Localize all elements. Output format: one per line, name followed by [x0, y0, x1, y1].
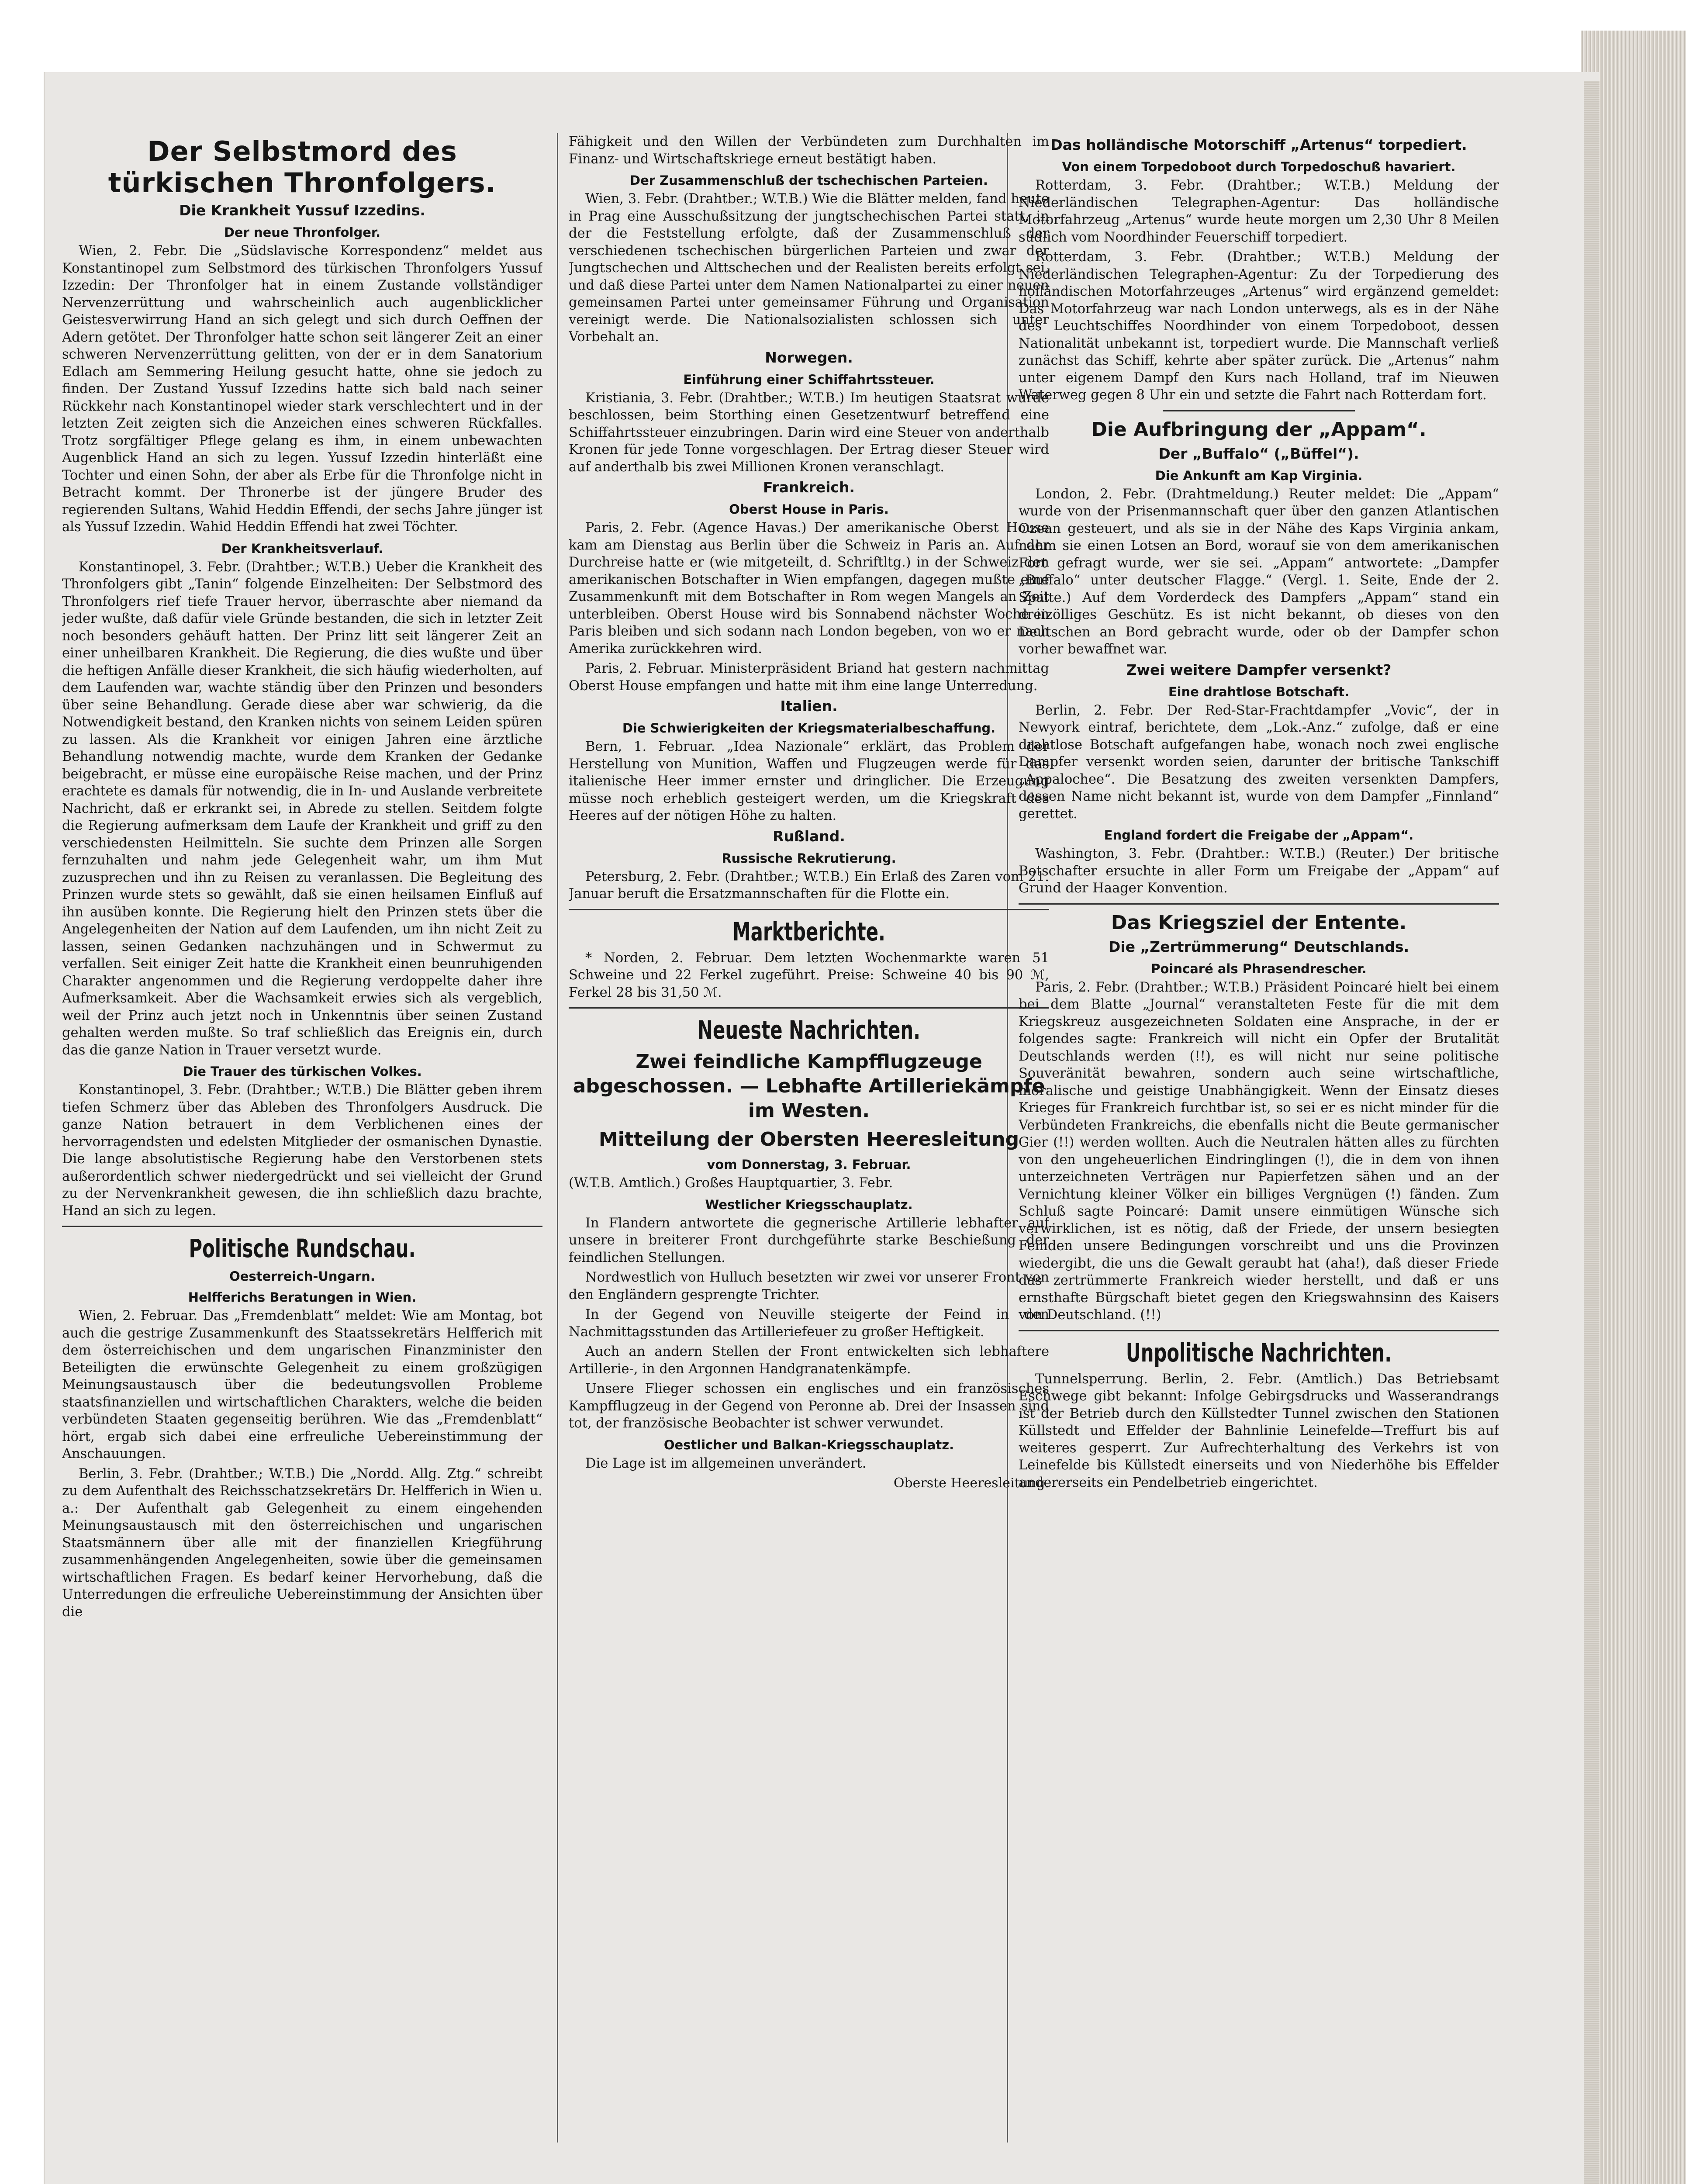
section-subheading: Einführung einer Schiffahrtssteuer.	[683, 372, 935, 387]
article-subtitle: Die Krankheit Yussuf Izzedins.	[179, 202, 425, 219]
section-divider	[569, 1007, 1049, 1009]
article-paragraph: Kristiania, 3. Febr. (Drahtber.; W.T.B.) Im heutigen Staatsrat wurde beschlossen, beim Storthing einen Gesetzentwurf betreffend eine Schiffahrtssteuer einzubringen. Darin wird eine Steuer von anderthalb Kronen für jede Tonne vorgeschlagen. Der Ertrag dieser Steuer wird auf anderthalb bis zwei Millionen Kronen veranschlagt.	[569, 390, 1049, 475]
article-paragraph: Paris, 2. Februar. Ministerpräsident Briand hat gestern nachmittag Oberst House empfangen und hatte mit ihm eine lange Unterredung.	[569, 661, 1049, 694]
section-subheading: Von einem Torpedoboot durch Torpedoschuß havariert.	[1062, 159, 1456, 174]
section-divider	[1019, 903, 1499, 905]
article-paragraph: Wien, 3. Febr. (Drahtber.; W.T.B.) Wie die Blätter melden, fand heute in Prag eine Ausschußsitzung der jungtschechischen Partei statt, in der die Feststellung erfolgte, daß der Zusammenschluß der verschiedenen tschechischen bürgerlichen Parteien und zwar der Jungtschechen und Alttschechen und der Realisten bereits erfolgt sei, und daß diese Partei unter dem Namen Nationalpartei zu einer neuen gemeinsamen Partei unter gemeinsamer Führung und Organisation vereinigt werde. Die Nationalsozialisten schlossen sich unter Vorbehalt an.	[569, 191, 1049, 345]
column-3	[1019, 133, 1499, 2184]
section-divider	[1163, 410, 1355, 411]
section-heading: Der Krankheitsverlauf.	[221, 541, 383, 556]
section-subheading: Die Schwierigkeiten der Kriegsmaterialbeschaffung.	[622, 721, 996, 736]
article-title: Das holländische Motorschiff „Artenus“ torpediert.	[1050, 136, 1467, 153]
section-subheading: Der Zusammenschluß der tschechischen Parteien.	[630, 173, 988, 188]
section-subheading: Die Ankunft am Kap Virginia.	[1155, 468, 1363, 483]
section-heading: Italien.	[780, 698, 838, 715]
news-headline: Zwei feindliche Kampfflugzeuge abgeschossen. — Lebhafte Artilleriekämpfe im Westen.	[573, 1051, 1045, 1122]
article-paragraph: Rotterdam, 3. Febr. (Drahtber.; W.T.B.) Meldung der Niederländischen Telegraphen-Agentur: Zu der Torpedierung des holländischen Motorfahrzeuges „Artenus“ wird ergänzend gemeldet: Das Motorfahrzeug war nach London unterwegs, als es in der Nähe des Leuchtschiffes Noordhinder von einem Torpedoboot, dessen Nationalität unbekannt ist, torpediert wurde. Die Mannschaft verließ zunächst das Schiff, kehrte aber später zurück. Die „Artenus“ nahm unter eigenem Dampf den Kurs nach Holland, traf im Nieuwen Waterweg gegen 8 Uhr ein und setzte die Fahrt nach Rotterdam fort.	[1019, 249, 1499, 403]
section-heading: Die Trauer des türkischen Volkes.	[183, 1064, 422, 1079]
section-title: Neueste Nachrichten.	[698, 1015, 920, 1045]
article-paragraph: Wien, 2. Febr. Die „Südslavische Korrespondenz“ meldet aus Konstantinopel zum Selbstmord des türkischen Thronfolgers Yussuf Izzedin: Der Thronfolger hat in einem Zustande vollständiger Nervenzerrüttung und wahrscheinlich auch augenblicklicher Geistesverwirrung Hand an sich gelegt und sich durch Oeffnen der Adern getötet. Der Thronfolger hatte schon seit längerer Zeit an einer schweren Nervenzerrüttung gelitten, von der er in dem Sanatorium Edlach am Semmering Heilung gesucht hatte, ohne sie jedoch zu finden. Der Zustand Yussuf Izzedins hatte sich bald nach seiner Rückkehr nach Konstantinopel wieder stark verschlechtert und in der letzten Zeit zeigten sich die Anzeichen eines schweren Rückfalles. Trotz sorgfältiger Pflege gelang es ihm, in einem unbewachten Augenblick Hand an sich zu legen. Yussuf Izzedin hinterläßt eine Tochter und einen Sohn, der aber als Erbe für die Thronfolge nicht in Betracht kommt. Der Thronerbe ist der jüngere Bruder des regierenden Sultans, Wahid Heddin Effendi, der sechs Jahre jünger ist als Yussuf Izzedin. Wahid Heddin Effendi hat zwei Töchter.	[62, 243, 542, 535]
article-paragraph: In der Gegend von Neuville steigerte der Feind in den Nachmittagsstunden das Artilleriefeuer zu großer Heftigkeit.	[569, 1307, 1049, 1340]
section-subheading: Westlicher Kriegsschauplatz.	[705, 1197, 913, 1212]
section-heading: Frankreich.	[763, 479, 855, 496]
article-paragraph: * Norden, 2. Februar. Dem letzten Wochenmarkte waren 51 Schweine und 22 Ferkel zugeführt. Preise: Schweine 40 bis 90 ℳ, Ferkel 28 bis 31,50 ℳ.	[569, 950, 1049, 1000]
section-title: Marktberichte.	[732, 916, 885, 947]
page-edge-strip	[1584, 81, 1599, 2184]
article-paragraph: Tunnelsperrung. Berlin, 2. Febr. (Amtlich.) Das Betriebsamt Eschwege gibt bekannt: Infolge Gebirgsdrucks und Wasserandrangs ist der Betrieb durch den Küllstedter Tunnel zwischen den Stationen Küllstedt und Effelder der Bahnlinie Leinefelde—Treffurt bis auf weiteres gesperrt. Zur Aufrechterhaltung des Verkehrs ist von Leinefelde bis Küllstedt einerseits und von Niederhöhe bis Effelder andererseits ein Pendelbetrieb eingerichtet.	[1019, 1371, 1499, 1490]
signature: Oberste Heeresleitung.	[893, 1476, 1049, 1491]
article-paragraph: Fähigkeit und den Willen der Verbündeten zum Durchhalten im Finanz- und Wirtschaftskriege erneut bestätigt haben.	[569, 134, 1049, 167]
section-subheading: Russische Rekrutierung.	[722, 850, 896, 866]
article-paragraph: Berlin, 2. Febr. Der Red-Star-Frachtdampfer „Vovic“, der in Newyork eintraf, berichtete, dem „Lok.-Anz.“ zufolge, daß er eine drahtlose Botschaft aufgefangen habe, wonach noch zwei englische Dampfer versenkt worden seien, darunter der britische Tankschiff „Appalochee“. Die Besatzung des zweiten versenkten Dampfers, dessen Name nicht bekannt ist, wurde von dem Dampfer „Finnland“ gerettet.	[1019, 702, 1499, 822]
article-paragraph: Bern, 1. Februar. „Idea Nazionale“ erklärt, das Problem der Herstellung von Munition, Waffen und Flugzeugen werde für das italienische Heer immer ernster und dringlicher. Die Erzeugung müsse noch erheblich gesteigert werden, um die Kriegskraft des Heeres auf der nötigen Höhe zu halten.	[569, 739, 1049, 823]
report-date: vom Donnerstag, 3. Februar.	[707, 1157, 911, 1172]
section-divider	[569, 909, 1049, 910]
report-title: Mitteilung der Obersten Heeresleitung	[598, 1128, 1019, 1151]
section-subheading: Helfferichs Beratungen in Wien.	[188, 1290, 417, 1305]
section-subheading: Oberst House in Paris.	[729, 502, 889, 517]
article-paragraph: London, 2. Febr. (Drahtmeldung.) Reuter meldet: Die „Appam“ wurde von der Prisenmannschaft quer über den ganzen Atlantischen Ozean gesteuert, und als sie in der Nähe des Kaps Virginia ankam, nahm sie einen Lotsen an Bord, worauf sie von dem amerikanischen Fort gefragt wurde, wer sie sei. „Appam“ antwortete: „Dampfer „Buffalo“ unter deutscher Flagge.“ (Vergl. 1. Seite, Ende der 2. Spalte.) Auf dem Vorderdeck des Dampfers „Appam“ stand ein dreizölliges Geschütz. Es ist nicht bekannt, ob dieses von den Deutschen an Bord gebracht wurde, oder ob der Dampfer schon vorher bewaffnet war.	[1019, 486, 1499, 657]
section-title: Unpolitische Nachrichten.	[1126, 1337, 1392, 1368]
article-paragraph: Unsere Flieger schossen ein englisches und ein französisches Kampfflugzeug in der Gegend von Peronne ab. Drei der Insassen sind tot, der französische Beobachter ist schwer verwundet.	[569, 1381, 1049, 1431]
article-paragraph: Auch an andern Stellen der Front entwickelten sich lebhaftere Artillerie-, in den Argonnen Handgranatenkämpfe.	[569, 1344, 1049, 1377]
section-subheading: Oestlicher und Balkan-Kriegsschauplatz.	[663, 1437, 954, 1452]
section-heading: Oesterreich-Ungarn.	[229, 1269, 375, 1284]
article-paragraph: Konstantinopel, 3. Febr. (Drahtber.; W.T.B.) Die Blätter geben ihrem tiefen Schmerz über das Ableben des Thronfolgers Ausdruck. Die ganze Nation betrauert in dem Verblichenen eines der hervorragendsten und edelsten Mitglieder der osmanischen Dynastie. Die lange absolutistische Regierung habe den Verstorbenen stets außerordentlich schwer niedergedrückt und sei vielleicht der Grund zu der Nervenkrankheit gewesen, die ihn schließlich dazu brachte, Hand an sich zu legen.	[62, 1082, 542, 1219]
section-divider	[1019, 1330, 1499, 1331]
article-paragraph: Washington, 3. Febr. (Drahtber.: W.T.B.) (Reuter.) Der britische Botschafter ersuchte in aller Form um Freigabe der „Appam“ auf Grund der Haager Konvention.	[1019, 846, 1499, 896]
section-divider	[62, 1226, 542, 1227]
column-2	[569, 133, 1049, 2184]
article-paragraph: Berlin, 3. Febr. (Drahtber.; W.T.B.) Die „Nordd. Allg. Ztg.“ schreibt zu dem Aufenthalt des Reichsschatzsekretärs Dr. Helfferich in Wien u. a.: Der Aufenthalt gab Gelegenheit zu einem eingehenden Meinungsaustausch mit den österreichischen und ungarischen Staatsmännern über alle mit der finanziellen Kriegführung zusammenhängenden Angelegenheiten, sowie über die gemeinsamen wirtschaftlichen Fragen. Es bedarf keiner Hervorhebung, daß die Unterredungen die erfreuliche Uebereinstimmung der Ansichten über die	[62, 1466, 542, 1620]
newspaper-page	[44, 72, 1599, 2184]
section-title: Politische Rundschau.	[189, 1234, 416, 1263]
column-1	[62, 133, 542, 2184]
article-paragraph: Paris, 2. Febr. (Drahtber.; W.T.B.) Präsident Poincaré hielt bei einem bei dem Blatte „Journal“ veranstalteten Feste für die mit dem Kriegskreuz ausgezeichneten Soldaten eine Ansprache, in der er folgendes sagte: Frankreich will nicht ein Opfer der Brutalität Deutschlands werden (!!), es will nicht nur seine politische Souveränität bewahren, sondern auch seine wirtschaftliche, moralische und geistige Unabhängigkeit. Wenn der Einsatz dieses Krieges für Frankreich furchtbar ist, so sei er es nicht minder für die Verbündeten Frankreichs, die ebenfalls nicht die Beute germanischer Gier (!!) werden wollten. Auch die Neutralen hätten alles zu fürchten von den ungeheuerlichen Eindringlingen (!), die in dem von ihnen unterzeichneten Verträgen nur Papierfetzen sähen und an der Vernichtung kleiner Völker ein billiges Vergnügen (!) fänden. Zum Schluß sagte Poincaré: Damit unsere einmütigen Wünsche sich verwirklichen, ist es nötig, daß der Friede, der unsern besiegten Feinden unsere Bedingungen vorschreibt und uns die Provinzen wiedergibt, die uns die Gewalt geraubt hat (aha!), daß dieser Friede das zertrümmerte Frankreich wieder herstellt, und daß er uns ernsthafte Bürgschaft bietet gegen den Kriegswahnsinn des Kaisers von Deutschland. (!!)	[1019, 979, 1499, 1323]
article-paragraph: Rotterdam, 3. Febr. (Drahtber.; W.T.B.) Meldung der Niederländischen Telegraphen-Agentur: Das holländische Motorfahrzeug „Artenus“ wurde heute morgen um 2,30 Uhr 8 Meilen südlich vom Noordhinder Feuerschiff torpediert.	[1019, 178, 1499, 245]
article-paragraph: Nordwestlich von Hulluch besetzten wir zwei vor unserer Front von den Engländern gesprengte Trichter.	[569, 1270, 1049, 1303]
article-paragraph: Paris, 2. Febr. (Agence Havas.) Der amerikanische Oberst House kam am Dienstag aus Berlin über die Schweiz in Paris an. Auf der Durchreise hatte er (wie mitgeteilt, d. Schriftltg.) in der Schweiz den amerikanischen Botschafter in Wien empfangen, dagegen mußte eine Zusammenkunft mit dem Botschafter in Rom wegen Mangels an Zeit unterbleiben. Oberst House wird bis Sonnabend nächster Woche in Paris bleiben und sich sodann nach London begeben, von wo er nach Amerika zurückkehren wird.	[569, 520, 1049, 657]
article-title: Das Kriegsziel der Entente.	[1111, 911, 1407, 934]
article-paragraph: Konstantinopel, 3. Febr. (Drahtber.; W.T.B.) Ueber die Krankheit des Thronfolgers gibt „Tanin“ folgende Einzelheiten: Der Selbstmord des Thronfolgers rief tiefe Trauer hervor, überraschte aber niemand da jeder wußte, daß dafür viele Gründe bestanden, die sich in letzter Zeit noch besonders gehäuft hatten. Der Prinz litt seit längerer Zeit an einer unheilbaren Krankheit. Die Regierung, die dies wußte und über die heftigen Anfälle dieser Krankheit, die sich häufig wiederholten, auf dem Laufenden war, wachte ständig über den Prinzen und besonders über seine Behandlung. Gerade diese aber war schwierig, da die Notwendigkeit bestand, den Kranken nichts von seinem Leiden spüren zu lassen. Als die Krankheit vor einigen Jahren eine ärztliche Behandlung notwendig machte, wurde dem Kranken der Gedanke beigebracht, er müsse eine europäische Reise machen, und der Prinz erachtete es damals für notwendig, die in In- und Auslande verbreitete Nachricht, daß er erkrankt sei, in Abrede zu stellen. Seitdem folgte die Regierung aufmerksam dem Laufe der Krankheit und griff zu den verschiedensten Heilmitteln. Sie suchte dem Prinzen alle Sorgen fernzuhalten und nahm jede Gelegenheit wahr, um ihm Mut zuzusprechen und ihn zu Reisen zu veranlassen. Die Begleitung des Prinzen wurde stets so gewählt, daß sie einen heilsamen Einfluß auf ihn ausüben konnte. Die Regierung hielt den Prinzen stets über die Angelegenheiten der Nation auf dem Laufenden, um ihn nicht Zeit zu lassen, seinen Gedanken nachzuhängen und in Schwermut zu verfallen. Seit einiger Zeit hatte die Krankheit einen beunruhigenden Charakter angenommen und die Regierung verdoppelte daher ihre Aufmerksamkeit. Aber die Wachsamkeit erwies sich als vergeblich, weil der Prinz auch jetzt noch in Unkenntnis über seinen Zustand gehalten werden mußte. So traf schließlich das Ereignis ein, durch das die ganze Nation in Trauer versetzt wurde.	[62, 559, 542, 1058]
article-title: Die Aufbringung der „Appam“.	[1091, 418, 1427, 441]
article-paragraph: In Flandern antwortete die gegnerische Artillerie lebhafter auf unsere in breiterer Front durchgeführte starke Beschießung der feindlichen Stellungen.	[569, 1215, 1049, 1265]
article-paragraph: Wien, 2. Februar. Das „Fremdenblatt“ meldet: Wie am Montag, bot auch die gestrige Zusammenkunft des Staatssekretärs Helfferich mit dem österreichischen und dem ungarischen Finanzminister den Beteiligten die erwünschte Gelegenheit zu einem großzügigen Meinungsaustausch über die bedeutungsvollen Probleme staatsfinanziellen und wirtschaftlichen Charakters, welche die beiden verbündeten Staaten gegenseitig berühren. Wie das „Fremdenblatt“ hört, ergab sich dabei eine erfreuliche Uebereinstimmung der Anschauungen.	[62, 1308, 542, 1462]
section-heading: Norwegen.	[765, 349, 853, 366]
article-paragraph: Die Lage ist im allgemeinen unverändert.	[585, 1455, 867, 1471]
section-subheading: Poincaré als Phrasendrescher.	[1151, 961, 1367, 976]
section-subheading: England fordert die Freigabe der „Appam“.	[1104, 828, 1414, 843]
section-heading: Zwei weitere Dampfer versenkt?	[1126, 661, 1392, 678]
section-heading: Der neue Thronfolger.	[224, 225, 381, 240]
column-divider	[557, 133, 558, 2143]
article-title: Der Selbstmord des türkischen Thronfolgers.	[108, 135, 497, 199]
article-paragraph: (W.T.B. Amtlich.) Großes Hauptquartier, 3. Febr.	[569, 1175, 893, 1191]
article-subtitle: Der „Buffalo“ („Büffel“).	[1158, 445, 1359, 462]
section-heading: Rußland.	[773, 827, 845, 845]
section-subheading: Eine drahtlose Botschaft.	[1168, 684, 1350, 699]
article-paragraph: Petersburg, 2. Febr. (Drahtber.; W.T.B.) Ein Erlaß des Zaren vom 21. Januar beruft die Ersatzmannschaften für die Flotte ein.	[569, 869, 1049, 902]
article-subtitle: Die „Zertrümmerung“ Deutschlands.	[1108, 938, 1409, 955]
